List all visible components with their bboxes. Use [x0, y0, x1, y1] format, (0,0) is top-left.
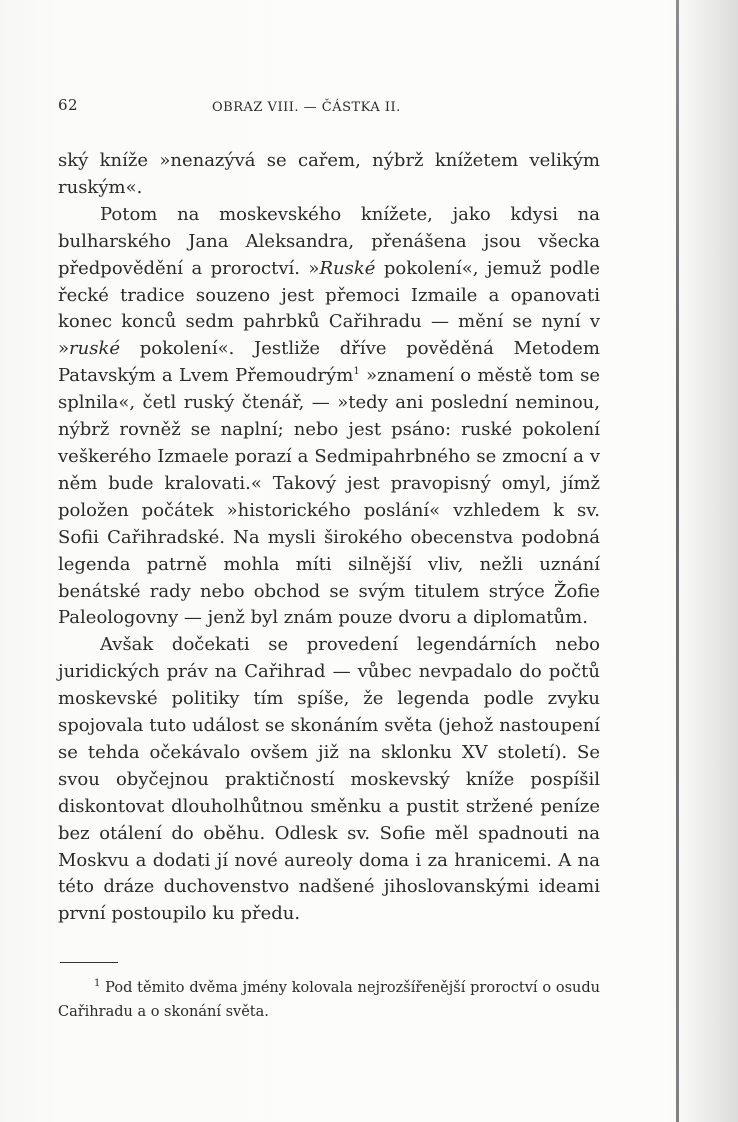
page-number: 62 — [58, 96, 79, 114]
paragraph-1: ský kníže »nenazývá se cařem, nýbrž knížetem velikým ruským«. — [58, 150, 600, 198]
footnote-divider — [60, 962, 118, 963]
paragraph-2-part-f: »znamení o městě tom se splnila«, četl ruský čtenář, — »tedy ani poslední neminou, nýbrž rovněž se naplní; nebo jest psáno: ruské pokolení veškerého Izmaele porazí a Sedmipahrbného se zmocní a v něm bude kralovati.« Takový jest pravopisný omyl, jímž položen počátek »historického poslání« vzhledem k sv. Sofii Cařihradské. Na mysli širokého obecenstva podobná legenda patrně mohla míti silnější vliv, nežli uznání benátské rady nebo obchod se svým titulem strýce Žofie Paleologovny — jenž byl znám pouze dvoru a diplomatům. — [58, 365, 600, 629]
paragraph-2-part-c: pokolení«, jemuž podle řecké tradice souzeno jest přemoci Izmaile a opanovati konec konců sedm pahrbků Cařihradu — mění se nyní v » — [58, 257, 600, 360]
footnote — [58, 976, 600, 1024]
paragraph-2 — [58, 202, 600, 633]
paragraph-2-part-e: pokolení«. Jestliže dříve pověděná Metodem Patavským a Lvem Přemoudrým — [58, 338, 600, 387]
paragraph-3: Avšak dočekati se provedení legendárních nebo juridických práv na Cařihrad — vůbec nevpadalo do počtů moskevské politiky tím spíše, že legenda podle zvyku spojovala tuto událost se skonáním světa (jehož nastoupení se tehda očekávalo ovšem již na sklonku XV století). Se svou obyčejnou praktičností moskevský kníže pospíšil diskontovat dlouholhůtnou směnku a pustit stržené peníze bez otálení do oběhu. Odlesk sv. Sofie měl spadnouti na Moskvu a dodati jí nové aureoly doma i za hranicemi. A na této dráze duchovenstvo nadšené jihoslovanskými ideami první postoupilo ku předu. — [58, 634, 600, 925]
paragraph-2-italic-ruse: Ruské — [319, 257, 376, 279]
page-edge-shadow — [676, 0, 738, 1122]
page-header — [58, 96, 658, 120]
paragraph-2-italic-ruske: ruské — [69, 338, 121, 360]
footnote-reference: 1 — [353, 366, 360, 378]
body-text — [58, 148, 600, 928]
footnote-text: Pod těmito dvěma jmény kolovala nejrozšířenější proroctví o osudu Cařihradu a o skonání světa. — [58, 980, 600, 1020]
running-head: OBRAZ VIII. — ČÁSTKA II. — [212, 100, 401, 115]
footnote-marker: 1 — [94, 978, 101, 990]
page-edge-line — [676, 0, 679, 1122]
paragraph-2-part-a: Potom na moskevského knížete, jako kdysi na bulharského Jana Aleksandra, přenášena jsou všecka předpovědění a proroctví. » — [58, 203, 600, 279]
